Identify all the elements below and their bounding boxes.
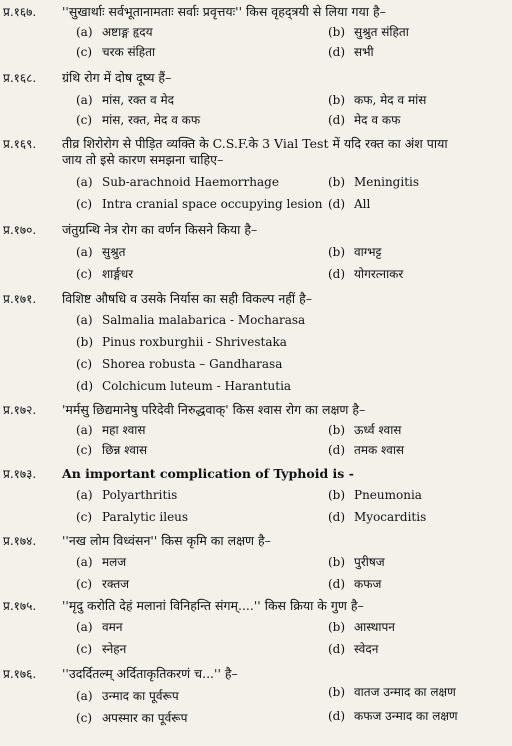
option-d: (d) All bbox=[328, 197, 371, 211]
option-a: (a) मलज bbox=[76, 555, 127, 569]
option-b: (b) वाग्भट्ट bbox=[328, 245, 382, 259]
question-number: प्र.१६९. bbox=[3, 137, 37, 151]
question-text: विशिष्ट औषधि व उसके निर्यास का सही विकल्प नहीं है– bbox=[62, 291, 312, 306]
question-text: ''मृदु करोति देहं मलानां विनिहन्ति संगम्....'' किस क्रिया के गुण है– bbox=[62, 598, 364, 613]
option-a: (a) उन्माद का पूर्वरूप bbox=[76, 689, 179, 703]
question-number: प्र.१६८. bbox=[3, 71, 37, 85]
option-b: (b) Meningitis bbox=[328, 175, 420, 189]
question-number: प्र.१६७. bbox=[3, 5, 37, 19]
option-c: (c) Shorea robusta – Gandharasa bbox=[76, 357, 283, 371]
option-b: (b) सुश्रुत संहिता bbox=[328, 25, 409, 39]
option-c: (c) रक्तज bbox=[76, 577, 130, 591]
option-c: (c) अपस्मार का पूर्वरूप bbox=[76, 711, 188, 725]
option-b: (b) वातज उन्माद का लक्षण bbox=[328, 685, 456, 699]
option-d: (d) सभी bbox=[328, 45, 374, 59]
option-c: (c) Paralytic ileus bbox=[76, 510, 189, 524]
question-167 bbox=[0, 4, 500, 60]
question-text: ''सुखार्थाः सर्वभूतानामताः सर्वाः प्रवृत्तयः'' किस वृहद्‌त्रयी से लिया गया है– bbox=[62, 4, 386, 19]
option-d: (d) Myocarditis bbox=[328, 510, 427, 524]
question-174 bbox=[0, 533, 500, 593]
option-a: (a) महा श्वास bbox=[76, 423, 146, 437]
option-d: (d) मेद व कफ bbox=[328, 113, 401, 127]
question-text: ग्रंथि रोग में दोष दूष्य हैं– bbox=[62, 70, 172, 85]
question-172 bbox=[0, 402, 500, 458]
question-175 bbox=[0, 598, 500, 658]
option-a: (a) Salmalia malabarica - Mocharasa bbox=[76, 313, 306, 327]
option-a: (a) वमन bbox=[76, 620, 123, 634]
question-170 bbox=[0, 222, 500, 282]
option-b: (b) आस्थापन bbox=[328, 620, 395, 634]
option-a: (a) सुश्रुत bbox=[76, 245, 126, 259]
option-d: (d) कफज bbox=[328, 577, 382, 591]
question-text-line-2: जाय तो इसे कारण समझना चाहिए– bbox=[62, 152, 224, 167]
option-b: (b) Pneumonia bbox=[328, 488, 422, 502]
question-173 bbox=[0, 466, 500, 526]
option-c: (c) शार्ङ्गधर bbox=[76, 267, 134, 281]
option-c: (c) चरक संहिता bbox=[76, 45, 156, 59]
question-text: ''उदर्दितल्म् अर्दिताकृतिकरणं च...'' है– bbox=[62, 666, 238, 681]
option-d: (d) योगरत्नाकर bbox=[328, 267, 404, 281]
option-a: (a) Polyarthritis bbox=[76, 488, 178, 502]
option-c: (c) मांस, रक्त, मेद व कफ bbox=[76, 113, 201, 127]
option-b: (b) Pinus roxburghii - Shrivestaka bbox=[76, 335, 287, 349]
question-text-line-1: तीव्र शिरोरोग से पीड़ित व्यक्ति के C.S.F.के 3 Vial Test में यदि रक्त का अंश पाया bbox=[62, 136, 448, 151]
question-text: An important complication of Typhoid is - bbox=[62, 466, 354, 481]
question-number: प्र.१७३. bbox=[3, 467, 37, 481]
question-text: 'मर्मसु छिद्यमानेषु परिदेवी निरुद्धवाक्' किस श्वास रोग का लक्षण है– bbox=[62, 402, 366, 417]
question-171 bbox=[0, 291, 500, 395]
option-b: (b) पुरीषज bbox=[328, 555, 385, 569]
option-c: (c) स्नेहन bbox=[76, 642, 127, 656]
option-c: (c) Intra cranial space occupying lesion bbox=[76, 197, 323, 211]
question-text: ''नख लोम विध्वंसन'' किस कृमि का लक्षण है– bbox=[62, 533, 271, 548]
option-d: (d) स्वेदन bbox=[328, 642, 379, 656]
question-number: प्र.१७६. bbox=[3, 667, 37, 681]
question-169 bbox=[0, 136, 500, 212]
question-number: प्र.१७०. bbox=[3, 223, 37, 237]
question-168 bbox=[0, 70, 500, 126]
option-b: (b) कफ, मेद व मांस bbox=[328, 93, 427, 107]
option-a: (a) अष्टाङ्ग हृदय bbox=[76, 25, 153, 39]
question-176 bbox=[0, 666, 500, 728]
option-a: (a) मांस, रक्त व मेद bbox=[76, 93, 175, 107]
question-number: प्र.१७४. bbox=[3, 534, 37, 548]
option-d: (d) तमक श्वास bbox=[328, 443, 405, 457]
option-c: (c) छिन्न श्वास bbox=[76, 443, 148, 457]
option-a: (a) Sub-arachnoid Haemorrhage bbox=[76, 175, 279, 189]
question-number: प्र.१७५. bbox=[3, 599, 37, 613]
question-text: जंतुग्रन्थि नेत्र रोग का वर्णन किसने किया है– bbox=[62, 222, 258, 237]
option-b: (b) ऊर्ध्व श्वास bbox=[328, 423, 402, 437]
question-number: प्र.१७१. bbox=[3, 292, 37, 306]
question-number: प्र.१७२. bbox=[3, 403, 37, 417]
option-d: (d) कफज उन्माद का लक्षण bbox=[328, 709, 458, 723]
option-d: (d) Colchicum luteum - Harantutia bbox=[76, 379, 292, 393]
